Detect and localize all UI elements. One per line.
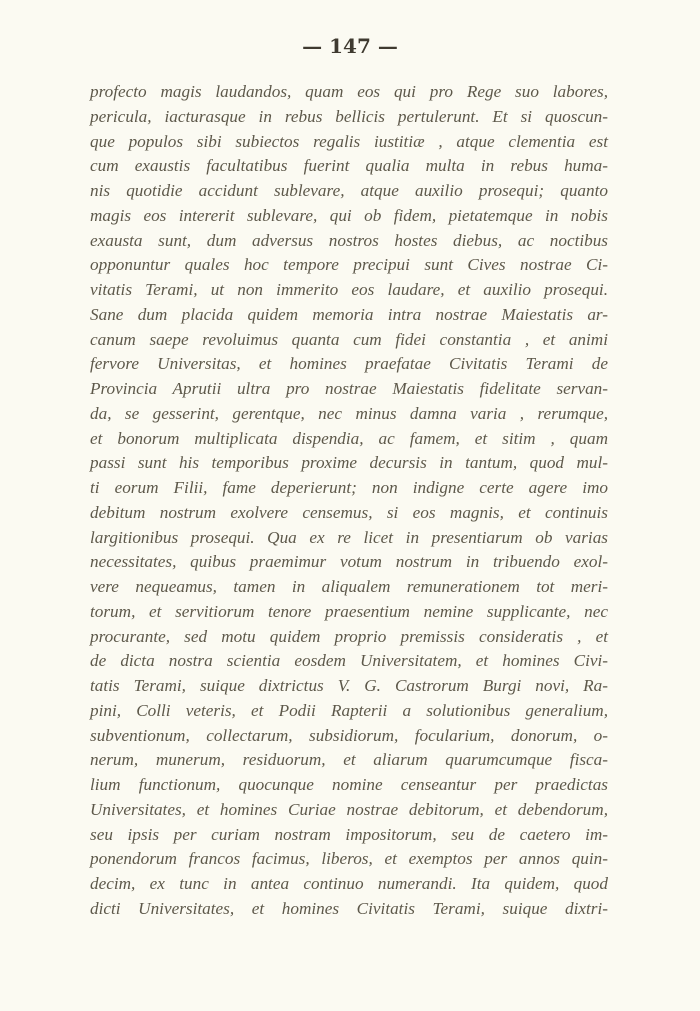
text-line: opponuntur quales hoc tempore precipui sunt Cives nostrae Ci- <box>90 255 608 275</box>
text-line: ti eorum Filii, fame deperierunt; non indigne certe agere imo <box>90 478 608 497</box>
text-line: cum exaustis facultatibus fuerint qualia multa in rebus huma- <box>90 156 608 176</box>
text-line: magis eos intererit sublevare, qui ob fidem, pietatemque in nobis <box>90 205 608 225</box>
text-line: lium functionum, quocunque nomine censeantur per praedictas <box>90 775 608 794</box>
text-line: tatis Terami, suique dixtrictus V. G. Castrorum Burgi novi, Ra- <box>90 676 608 695</box>
text-line: que populos sibi subiectos regalis iustitiæ , atque clementia est <box>90 131 608 151</box>
text-line: nis quotidie accidunt sublevare, atque auxilio prosequi; quanto <box>90 181 608 200</box>
text-line: seu ipsis per curiam nostram impositorum, seu de caetero im- <box>90 824 608 844</box>
text-line: subventionum, collectarum, subsidiorum, focularium, donorum, o- <box>90 725 608 745</box>
text-line: exausta sunt, dum adversus nostros hostes diebus, ac noctibus <box>90 230 608 250</box>
text-line: debitum nostrum exolvere censemus, si eos magnis, et continuis <box>90 502 608 522</box>
text-line: vere nequeamus, tamen in aliqualem remunerationem tot meri- <box>90 577 608 596</box>
text-line: Provincia Aprutii ultra pro nostrae Maiestatis fidelitate servan- <box>90 379 608 398</box>
text-line: et bonorum multiplicata dispendia, ac famem, et sitim , quam <box>90 428 608 448</box>
text-line: largitionibus prosequi. Qua ex re licet in presentiarum ob varias <box>90 527 608 547</box>
text-line: nerum, munerum, residuorum, et aliarum quarumcumque fisca- <box>90 750 608 770</box>
text-line: dicti Universitates, et homines Civitatis Terami, suique dixtri- <box>90 898 608 918</box>
text-line: vitatis Terami, ut non immerito eos laudare, et auxilio prosequi. <box>90 280 608 299</box>
text-line: necessitates, quibus praemimur votum nostrum in tribuendo exol- <box>90 552 608 572</box>
text-line: torum, et servitiorum tenore praesentium nemine supplicante, nec <box>90 601 608 621</box>
body-text <box>90 80 608 922</box>
page-number: — 147 — <box>302 34 398 58</box>
text-line: de dicta nostra scientia eosdem Universitatem, et homines Civi- <box>90 651 608 671</box>
text-line: fervore Universitas, et homines praefatae Civitatis Terami de <box>90 354 608 374</box>
text-line: pini, Colli veteris, et Podii Rapterii a solutionibus generalium, <box>90 700 608 720</box>
text-line: decim, ex tunc in antea continuo numerandi. Ita quidem, quod <box>90 874 608 893</box>
text-line: ponendorum francos facimus, liberos, et exemptos per annos quin- <box>90 849 608 869</box>
text-line: passi sunt his temporibus proxime decursis in tantum, quod mul- <box>90 453 608 473</box>
text-line: da, se gesserint, gerentque, nec minus damna varia , rerumque, <box>90 403 608 423</box>
text-line: pericula, iacturasque in rebus bellicis pertulerunt. Et si quoscun- <box>90 106 608 126</box>
text-line: canum saepe revoluimus quanta cum fidei constantia , et animi <box>90 329 608 349</box>
text-line: procurante, sed motu quidem proprio premissis consideratis , et <box>90 626 608 646</box>
text-line: profecto magis laudandos, quam eos qui pro Rege suo labores, <box>90 82 608 101</box>
text-line: Sane dum placida quidem memoria intra nostrae Maiestatis ar- <box>90 304 608 324</box>
text-line: Universitates, et homines Curiae nostrae debitorum, et debendorum, <box>90 799 608 819</box>
